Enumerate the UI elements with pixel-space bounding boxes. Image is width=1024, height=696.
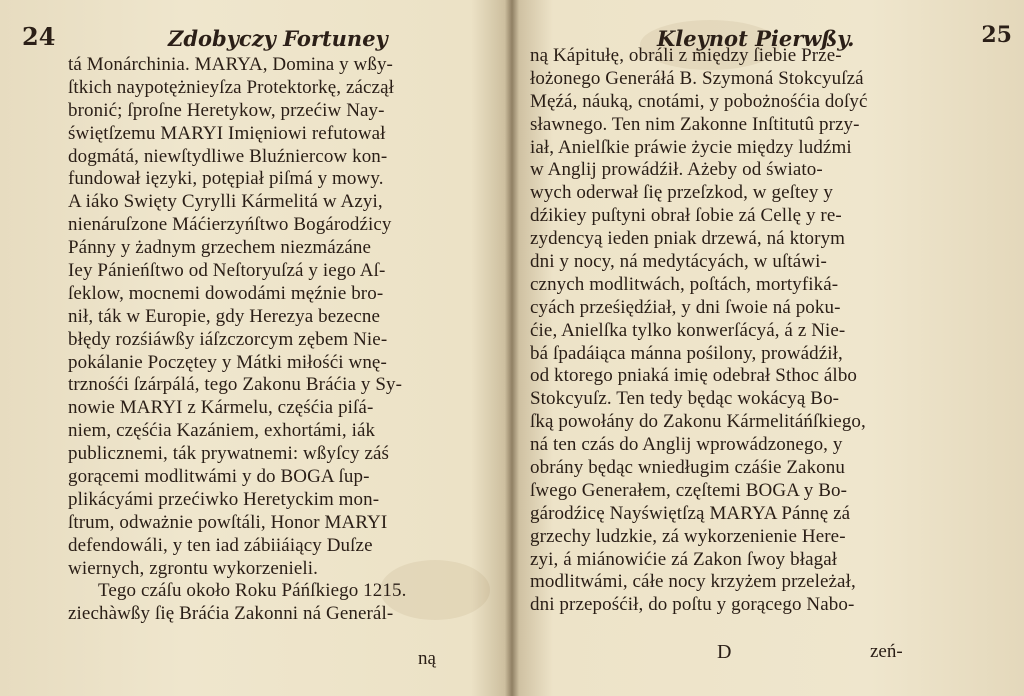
text-line: gorącemi modlitwámi y do BOGA ſup- — [68, 466, 370, 488]
catchword: zeń- — [870, 641, 903, 662]
text-line: Stokcyuſz. Ten tedy będąc wokácyą Bo- — [530, 388, 840, 410]
text-line: nowie MARYI z Kármelu, częśćia piſá- — [68, 397, 374, 419]
signature-mark: D — [717, 641, 732, 663]
text-line: wiernych, zgrontu wykorzenieli. — [68, 557, 319, 579]
text-line: defendowáli, y ten iad zábiiáiący Duſze — [68, 534, 373, 556]
text-line: gárodźicę Nayświętſzą MARYA Pánnę zá — [530, 502, 851, 524]
text-line: ſtkich naypotężnieyſza Protektorkę, záczął — [68, 76, 394, 98]
text-line: od ktorego pniaká imię odebrał Sthoc álbo — [530, 365, 858, 387]
text-line: fundował ięzyki, potępiał piſmá y mowy. — [68, 168, 384, 190]
text-line: ſtrum, odważnie powſtáli, Honor MARYI — [68, 511, 388, 533]
text-line: ćie, Anielſka tylko konwerſácyá, á z Nie- — [530, 319, 846, 341]
text-line: plikácyámi przećiwko Heretyckim mon- — [68, 488, 380, 510]
page-text — [68, 54, 468, 626]
text-line: cznych modlitwách, poſtách, mortyfiká- — [530, 273, 839, 295]
text-line: niem, częśćia Kazániem, exhortámi, iák — [68, 420, 376, 442]
text-line: modlitwámi, cáłe nocy krzyżem przeleżał, — [530, 571, 856, 593]
text-line: A iáko Swięty Cyrylli Kármelitá w Azyi, — [68, 191, 383, 213]
text-line: łożonego Generáłá B. Szymoná Stokcyuſzá — [530, 67, 864, 89]
text-line: bronić; ſproſne Heretykow, przećiw Nay- — [68, 99, 385, 121]
text-line: nienáruſzone Máćierzyńſtwo Bogárodźicy — [68, 214, 392, 236]
text-line: wych oderwał ſię przeſzkod, w geſtey y — [530, 182, 833, 204]
page-text — [530, 45, 944, 617]
page-number: 24 — [22, 22, 56, 51]
text-line: zyi, á miánowićie zá Zakon ſwoy błagał — [530, 548, 838, 570]
text-line: Męźá, náuką, cnotámi, y pobożnośćia doſyć — [530, 90, 868, 112]
text-line: ſką powołány do Zakonu Kármelitáńſkiego, — [530, 411, 866, 433]
text-line: grzechy ludzkie, zá wykorzenienie Here- — [530, 525, 846, 547]
text-line: Tego czáſu około Roku Páńſkiego 1215. — [98, 580, 407, 602]
text-line: iał, Anielſkie práwie życie między ludźmi — [530, 136, 852, 158]
text-line: obrány będąc wniedługim czáśie Zakonu — [530, 457, 845, 479]
text-line: trznośći ſzárpálá, tego Zakonu Bráćia y Sy- — [68, 374, 403, 396]
text-line: ſwego Generałem, częſtemi BOGA y Bo- — [530, 479, 848, 501]
text-line: dni przepośćił, do poſtu y gorącego Nabo- — [530, 594, 855, 616]
text-line: zydencyą ieden pniak drzewá, ná ktorym — [530, 228, 846, 250]
text-line: Iey Pánieńſtwo od Neſtoryuſzá y iego Aſ- — [68, 260, 386, 282]
left-page — [0, 0, 505, 696]
text-line: publicznemi, ták prywatnemi: wßyſcy záś — [68, 443, 389, 465]
text-line: błędy rozśiáwßy iáſzczorcym zębem Nie- — [68, 328, 388, 350]
text-line: ną Kápitułę, obráli z między ſiebie Prze- — [530, 45, 842, 66]
text-line: sławnego. Ten nim Zakonne Inſtitutû przy- — [530, 113, 860, 135]
right-page — [510, 0, 1024, 696]
page-number: 25 — [981, 22, 1012, 48]
text-line: dźikiey puſtyni obrał ſobie zá Cellę y re- — [530, 205, 842, 227]
running-head: Kleynot Pierwßy. — [657, 26, 855, 51]
text-line: dni y nocy, ná medytácyách, w uſtáwi- — [530, 251, 827, 273]
text-line: ziechàwßy ſię Bráćia Zakonni ná Generál- — [68, 603, 394, 625]
text-line: ná ten czás do Anglij wprowádzonego, y — [530, 434, 843, 456]
text-line: cyách prześiędźiał, y dni ſwoie ná poku- — [530, 296, 841, 318]
catchword: ną — [418, 648, 436, 669]
text-line: pokálanie Poczętey y Mátki miłośći wnę- — [68, 351, 387, 373]
text-line: ſeklow, mocnemi dowodámi męźnie bro- — [68, 282, 384, 304]
running-head: Zdobyczy Fortuney — [168, 26, 388, 51]
text-line: świętſzemu MARYI Imięniowi refutował — [68, 122, 386, 144]
text-line: bá ſpadáiąca mánna pośilony, prowádźił, — [530, 342, 843, 364]
text-line: dogmátá, niewſtydliwe Bluźniercow kon- — [68, 145, 388, 167]
text-line: nił, ták w Europie, gdy Herezya bezecne — [68, 305, 380, 327]
text-line: Pánny y żadnym grzechem niezmázáne — [68, 237, 372, 259]
text-line: w Anglij prowádźił. Ażeby od świato- — [530, 159, 823, 181]
text-line: tá Monárchinia. MARYA, Domina y wßy- — [68, 54, 393, 75]
